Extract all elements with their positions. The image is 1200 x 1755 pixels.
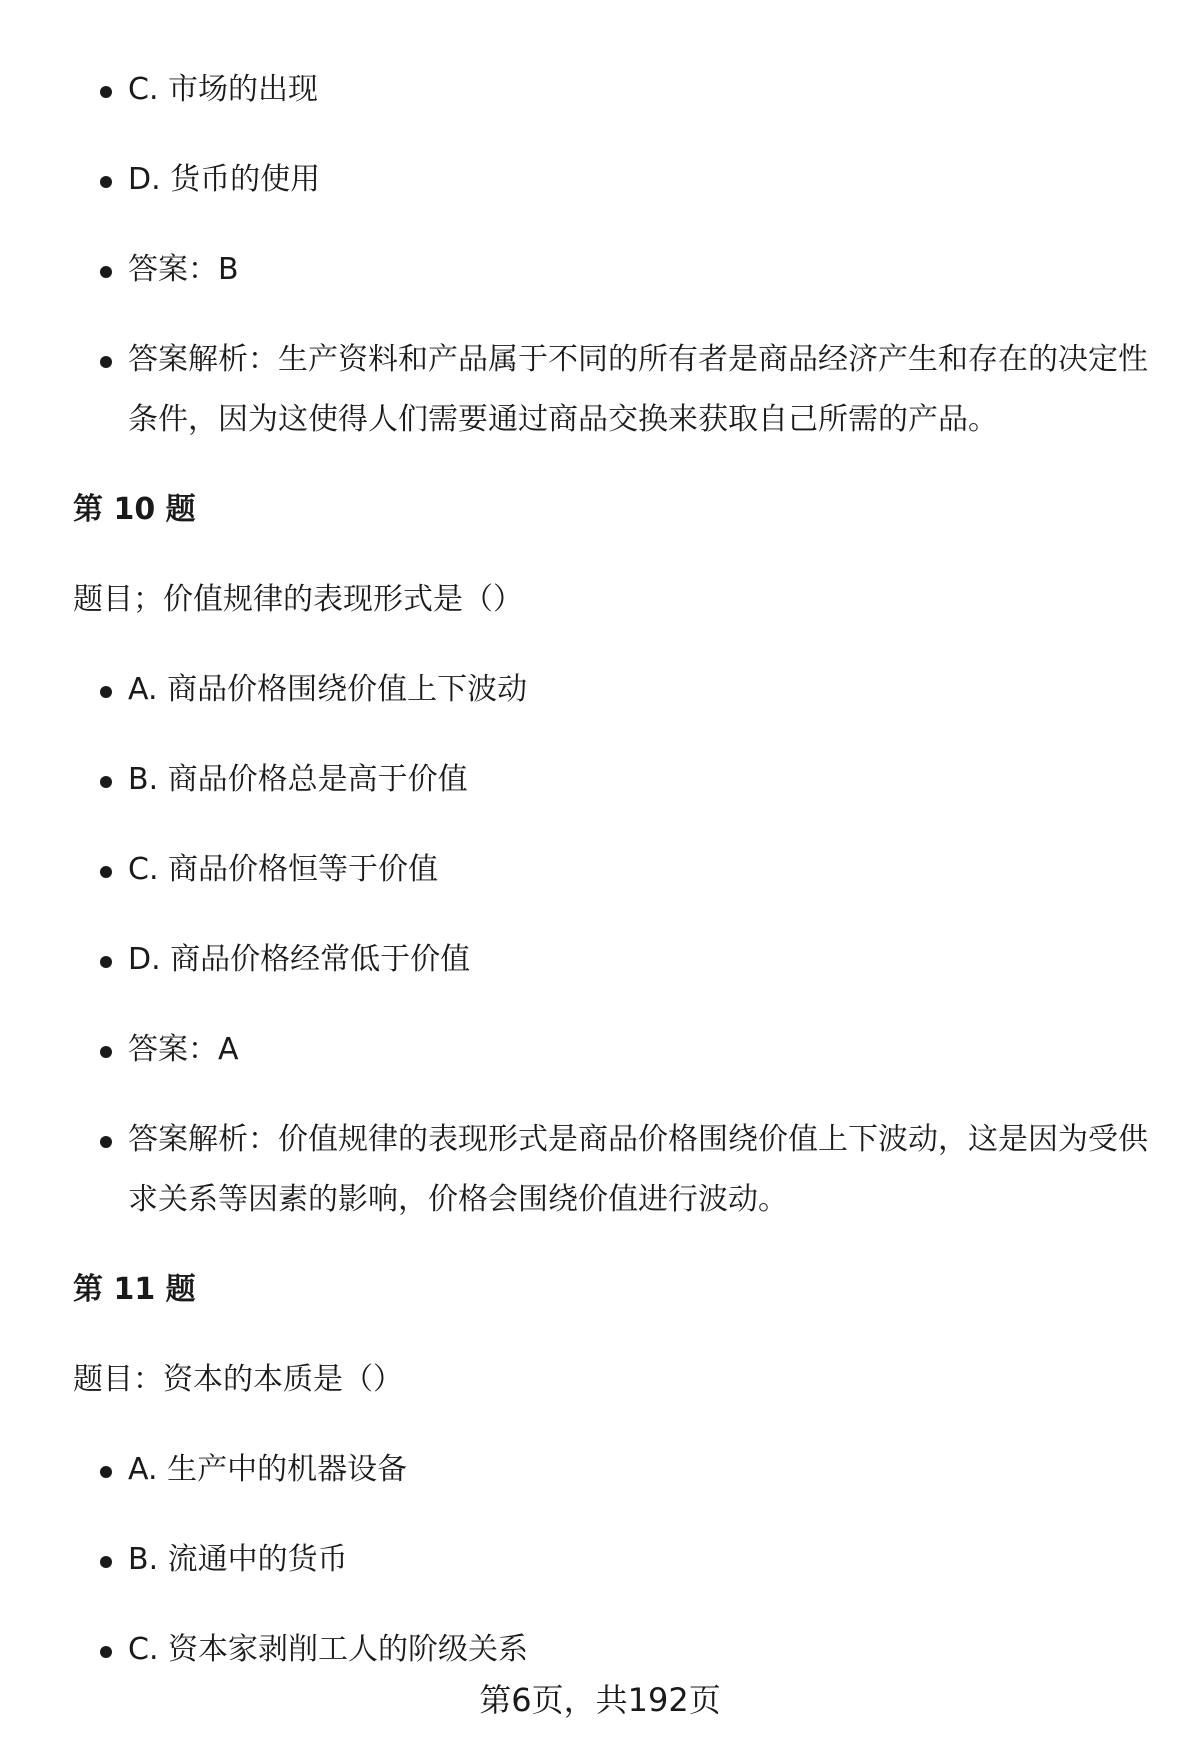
question-10-stem: 题目；价值规律的表现形式是（） xyxy=(73,582,523,617)
question-10-heading: 第 10 题 xyxy=(73,492,196,527)
question-11-heading: 第 11 题 xyxy=(73,1272,196,1307)
option-b: B. 流通中的货币 xyxy=(73,1530,1153,1590)
option-d: D. 商品价格经常低于价值 xyxy=(73,930,1153,990)
option-d: D. 货币的使用 xyxy=(73,150,1153,210)
answer-explanation: 答案解析：价值规律的表现形式是商品价格围绕价值上下波动，这是因为受供求关系等因素的影响，价格会围绕价值进行波动。 xyxy=(73,1110,1153,1230)
page-number-footer: 第6页，共192页 xyxy=(479,1681,721,1719)
question-11-options xyxy=(73,1440,1153,1680)
answer-explanation: 答案解析：生产资料和产品属于不同的所有者是商品经济产生和存在的决定性条件，因为这使得人们需要通过商品交换来获取自己所需的产品。 xyxy=(73,330,1153,450)
question-9-options xyxy=(73,60,1153,450)
option-b: B. 商品价格总是高于价值 xyxy=(73,750,1153,810)
option-c: C. 资本家剥削工人的阶级关系 xyxy=(73,1620,1153,1680)
answer: 答案：A xyxy=(73,1020,1153,1080)
question-10-options xyxy=(73,660,1153,1230)
option-a: A. 生产中的机器设备 xyxy=(73,1440,1153,1500)
option-c: C. 商品价格恒等于价值 xyxy=(73,840,1153,900)
answer: 答案：B xyxy=(73,240,1153,300)
option-c: C. 市场的出现 xyxy=(73,60,1153,120)
page-content xyxy=(73,60,1153,1710)
option-a: A. 商品价格围绕价值上下波动 xyxy=(73,660,1153,720)
question-11-stem: 题目：资本的本质是（） xyxy=(73,1362,403,1397)
